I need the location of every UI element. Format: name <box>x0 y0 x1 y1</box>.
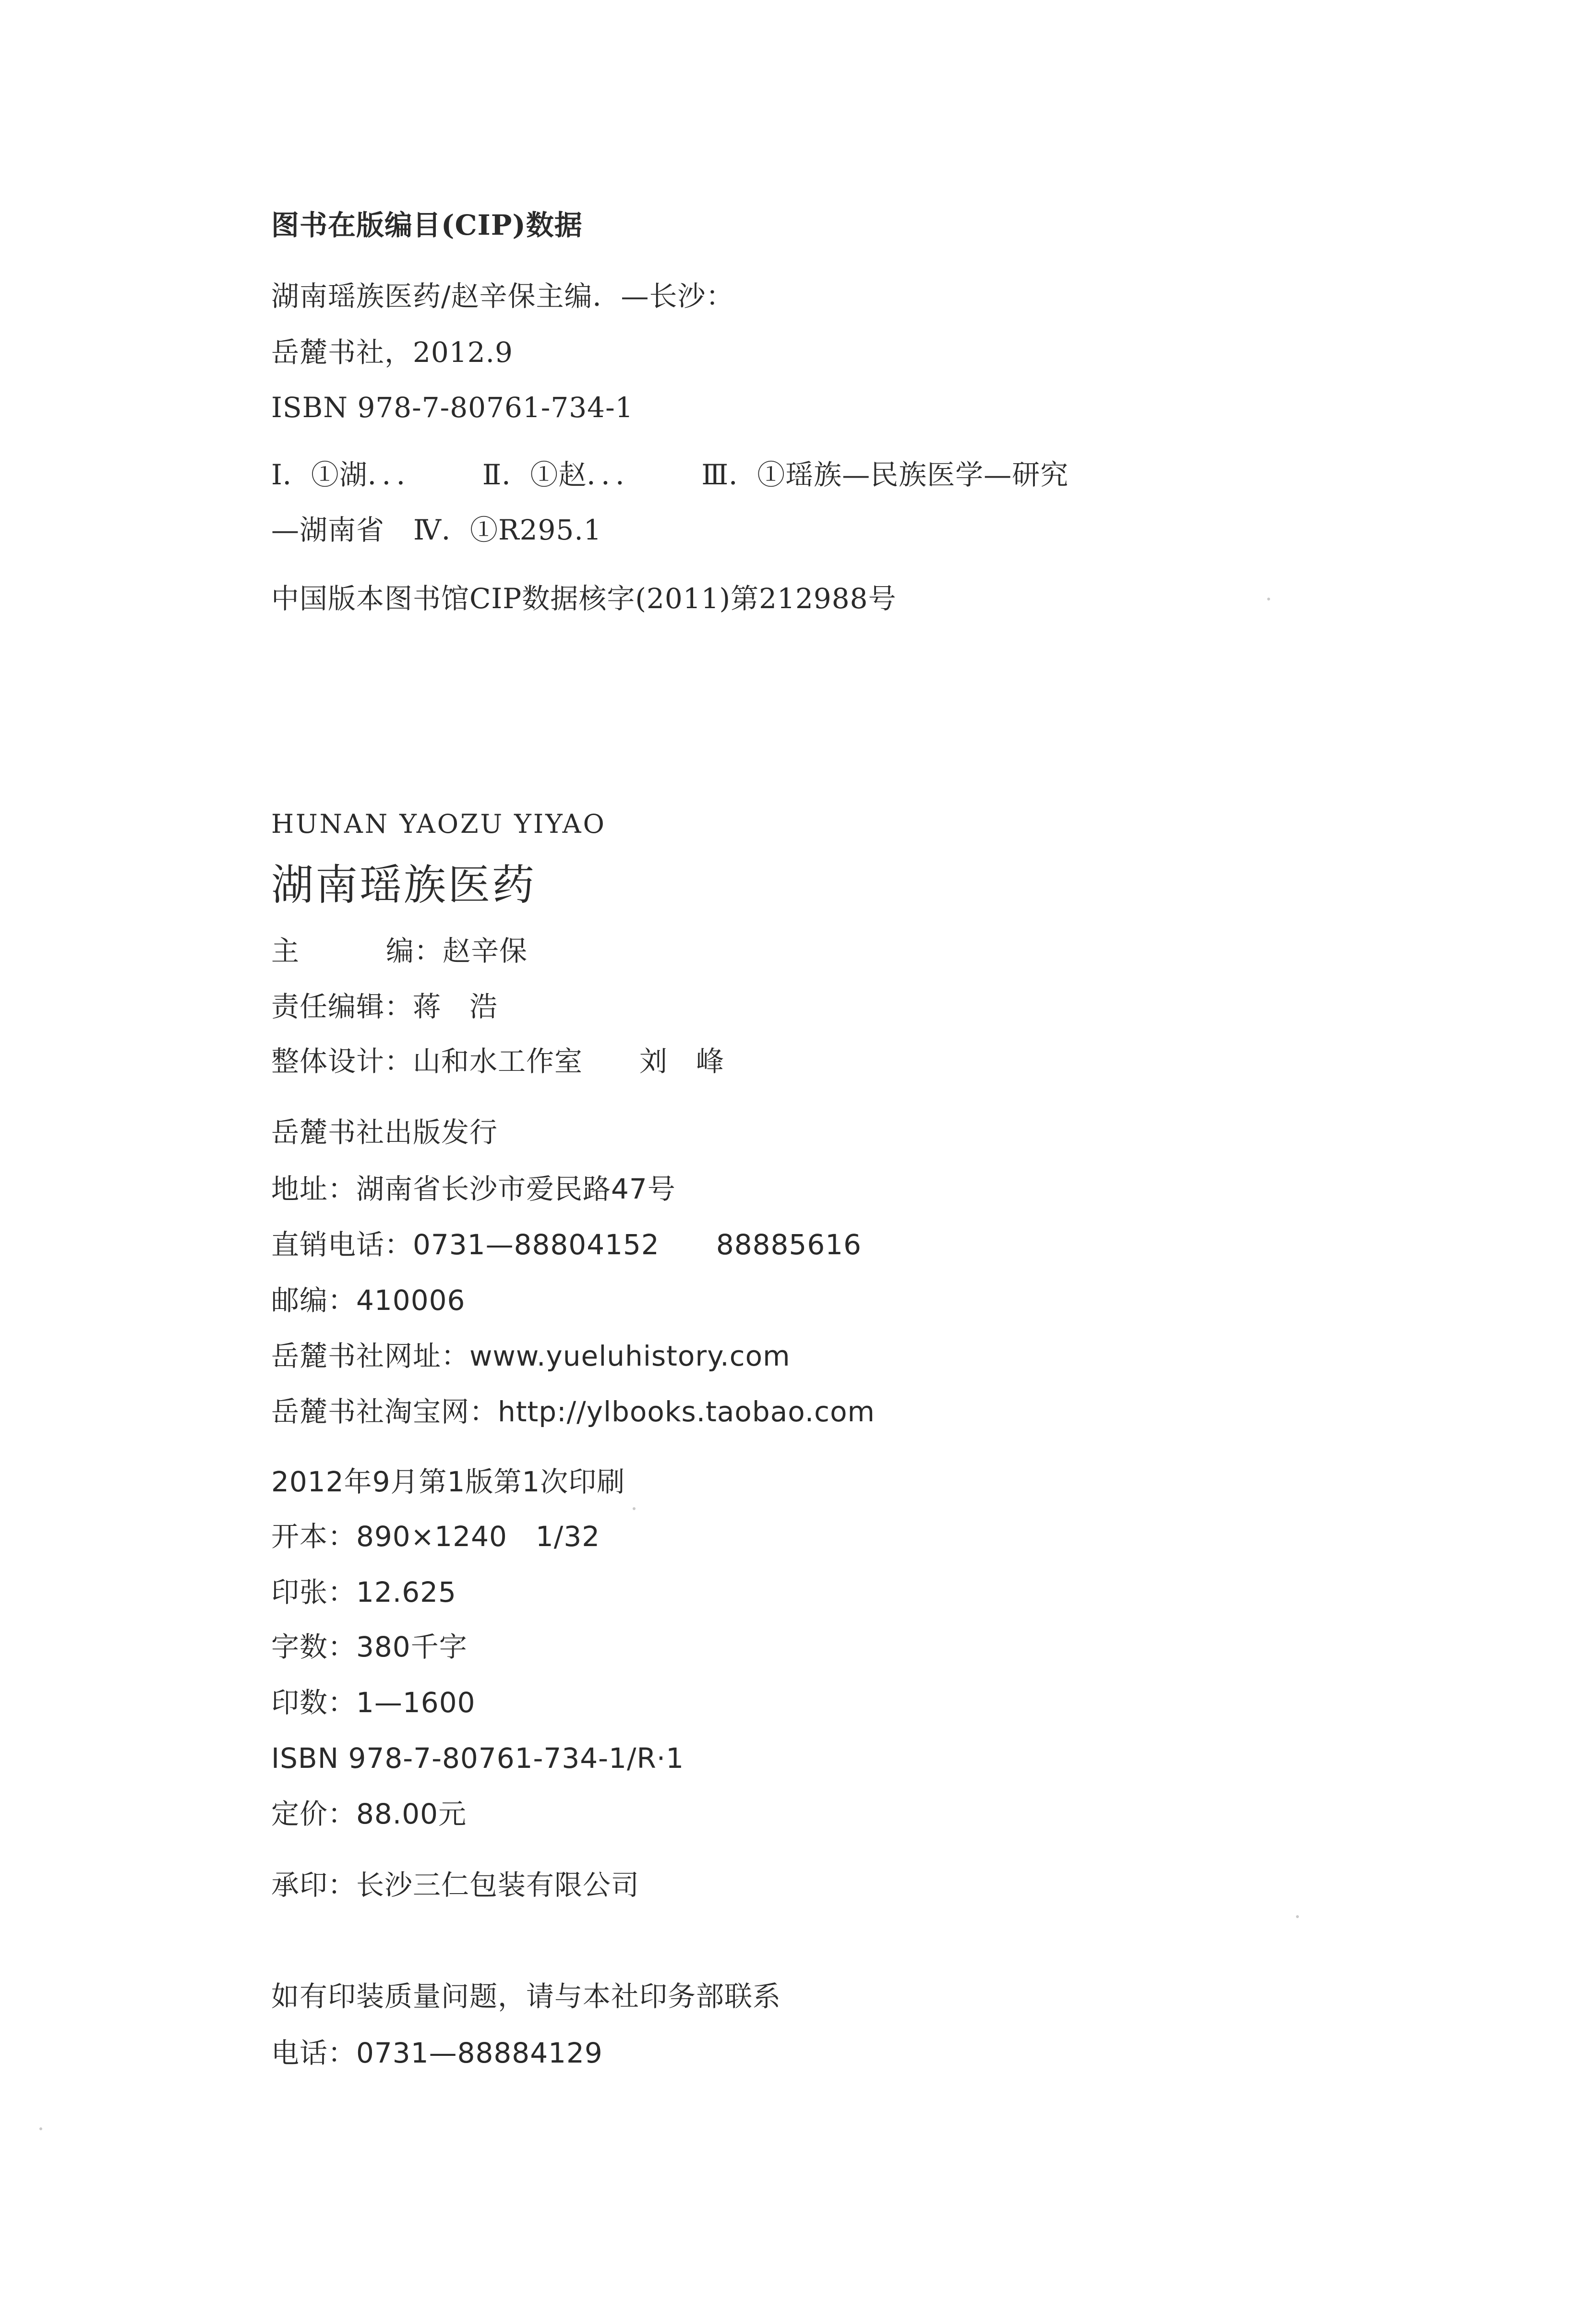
cip-class-line2-b: Ⅳ．①R295.1 <box>413 514 602 546</box>
responsible-editor: 责任编辑：蒋 浩 <box>271 990 498 1023</box>
editor-label: 主 <box>271 935 300 967</box>
cip-classification-line-2 <box>271 516 602 544</box>
print-format: 开本：890×1240 1/32 <box>271 1520 600 1553</box>
editor-line <box>271 937 528 965</box>
print-price: 定价：88.00元 <box>271 1798 467 1830</box>
cip-line-1: 湖南瑶族医药/赵辛保主编．—长沙： <box>271 280 734 312</box>
contact-phone: 电话：0731—88884129 <box>271 2037 603 2069</box>
cip-heading: 图书在版编目(CIP)数据 <box>271 209 583 241</box>
print-words: 字数：380千字 <box>271 1631 468 1663</box>
publisher-website: 岳麓书社网址：www.yueluhistory.com <box>271 1340 791 1372</box>
cip-line-2: 岳麓书社，2012.9 <box>271 336 513 369</box>
scan-speck <box>633 1507 636 1510</box>
overall-design: 整体设计：山和水工作室 刘 峰 <box>271 1045 725 1078</box>
editor-label-2: 编： <box>386 935 443 967</box>
cip-verification: 中国版本图书馆CIP数据核字(2011)第212988号 <box>271 582 897 615</box>
scan-speck <box>1267 598 1270 600</box>
book-title: 湖南瑶族医药 <box>271 860 537 910</box>
quality-notice: 如有印装质量问题，请与本社印务部联系 <box>271 1980 781 2013</box>
cip-class-part-2: Ⅱ．①赵．．． <box>482 458 644 491</box>
print-isbn: ISBN 978-7-80761-734-1/R·1 <box>271 1742 684 1775</box>
publisher-name: 岳麓书社出版发行 <box>271 1116 498 1149</box>
print-sheets: 印张：12.625 <box>271 1576 456 1608</box>
scan-speck <box>1296 1915 1299 1918</box>
cip-classification-line-1 <box>271 458 1069 491</box>
printer: 承印：长沙三仁包装有限公司 <box>271 1869 640 1901</box>
cip-class-part-1: Ⅰ．①湖．．． <box>271 458 425 491</box>
print-copies: 印数：1—1600 <box>271 1686 476 1719</box>
scan-speck <box>39 2127 42 2130</box>
publisher-postcode: 邮编：410006 <box>271 1284 466 1317</box>
pinyin-title: HUNAN YAOZU YIYAO <box>271 809 606 839</box>
publisher-address: 地址：湖南省长沙市爱民路47号 <box>271 1173 676 1205</box>
publisher-taobao: 岳麓书社淘宝网：http://ylbooks.taobao.com <box>271 1395 876 1428</box>
print-edition: 2012年9月第1版第1次印刷 <box>271 1465 625 1498</box>
editor-name: 赵辛保 <box>443 935 528 967</box>
cip-class-part-3: Ⅲ．①瑶族—民族医学—研究 <box>701 458 1069 491</box>
cip-class-line2-a: —湖南省 <box>271 514 385 546</box>
cip-isbn: ISBN 978-7-80761-734-1 <box>271 391 634 424</box>
publisher-phone: 直销电话：0731—88804152 88885616 <box>271 1228 862 1261</box>
